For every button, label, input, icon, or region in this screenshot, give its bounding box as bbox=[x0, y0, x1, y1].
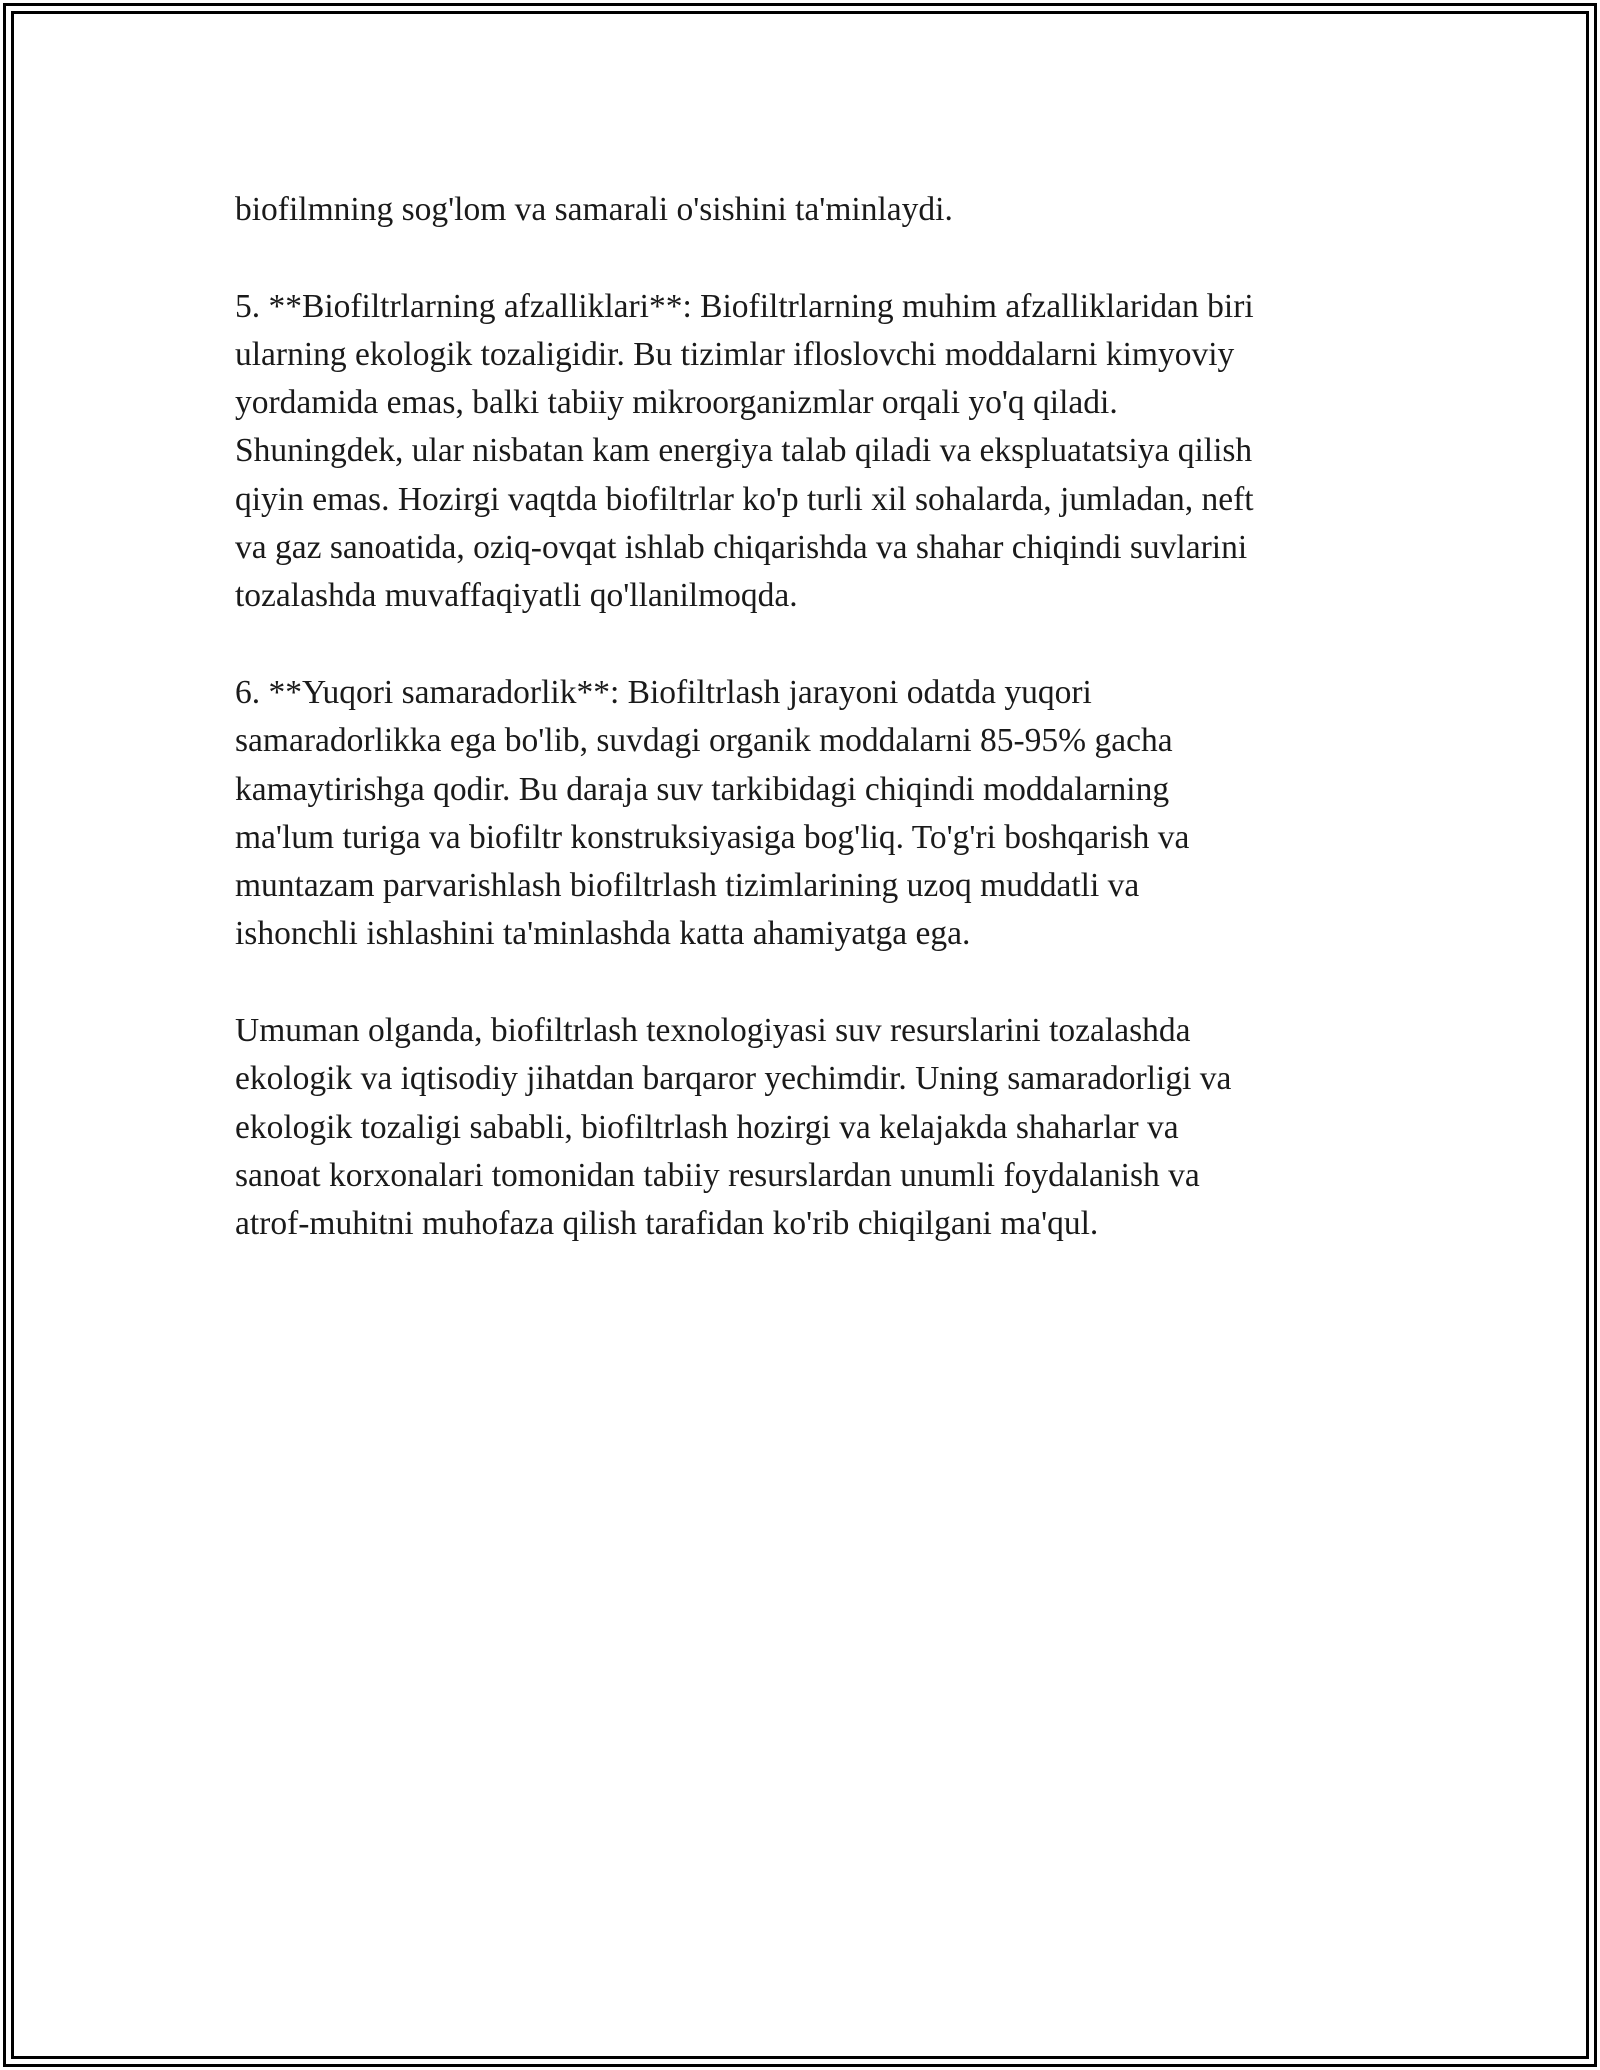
text-line: Shuningdek, ular nisbatan kam energiya talab qiladi va ekspluatatsiya qilish bbox=[235, 432, 1253, 470]
text-line: va gaz sanoatida, oziq-ovqat ishlab chiqarishda va shahar chiqindi suvlarini bbox=[235, 529, 1248, 567]
text-line: ishonchli ishlashini ta'minlashda katta ahamiyatga ega. bbox=[235, 915, 971, 953]
text-line: ekologik tozaligi sababli, biofiltrlash hozirgi va kelajakda shaharlar va bbox=[235, 1108, 1179, 1146]
text-line: qiyin emas. Hozirgi vaqtda biofiltrlar ko'p turli xil sohalarda, jumladan, neft bbox=[235, 480, 1254, 518]
text-line: ekologik va iqtisodiy jihatdan barqaror yechimdir. Uning samaradorligi va bbox=[235, 1060, 1232, 1098]
text-line: atrof-muhitni muhofaza qilish tarafidan ko'rib chiqilgani ma'qul. bbox=[235, 1205, 1099, 1243]
paragraph-conclusion bbox=[235, 1007, 1365, 1248]
text-line: kamaytirishga qodir. Bu daraja suv tarkibidagi chiqindi moddalarning bbox=[235, 770, 1170, 808]
text-line: samaradorlikka ega bo'lib, suvdagi organik moddalarni 85-95% gacha bbox=[235, 722, 1173, 760]
document-body bbox=[235, 186, 1365, 1297]
paragraph-biofilter-advantages bbox=[235, 283, 1365, 621]
text-line: ularning ekologik tozaligidir. Bu tizimlar ifloslovchi moddalarni kimyoviy bbox=[235, 335, 1235, 373]
text-line: 6. **Yuqori samaradorlik**: Biofiltrlash jarayoni odatda yuqori bbox=[235, 673, 1092, 711]
text-line: tozalashda muvaffaqiyatli qo'llanilmoqda. bbox=[235, 577, 798, 615]
text-line: 5. **Biofiltrlarning afzalliklari**: Biofiltrlarning muhim afzalliklaridan biri bbox=[235, 287, 1254, 325]
text-line: yordamida emas, balki tabiiy mikroorganizmlar orqali yo'q qiladi. bbox=[235, 384, 1118, 422]
paragraph-high-efficiency bbox=[235, 669, 1365, 959]
text-line: Umuman olganda, biofiltrlash texnologiyasi suv resurslarini tozalashda bbox=[235, 1012, 1191, 1050]
text-line: biofilmning sog'lom va samarali o'sishini ta'minlaydi. bbox=[235, 191, 953, 228]
text-line: muntazam parvarishlash biofiltrlash tizimlarining uzoq muddatli va bbox=[235, 867, 1140, 905]
text-line: ma'lum turiga va biofiltr konstruksiyasiga bog'liq. To'g'ri boshqarish va bbox=[235, 818, 1190, 856]
text-line: sanoat korxonalari tomonidan tabiiy resurslardan unumli foydalanish va bbox=[235, 1156, 1200, 1194]
paragraph-continuation bbox=[235, 186, 1365, 234]
